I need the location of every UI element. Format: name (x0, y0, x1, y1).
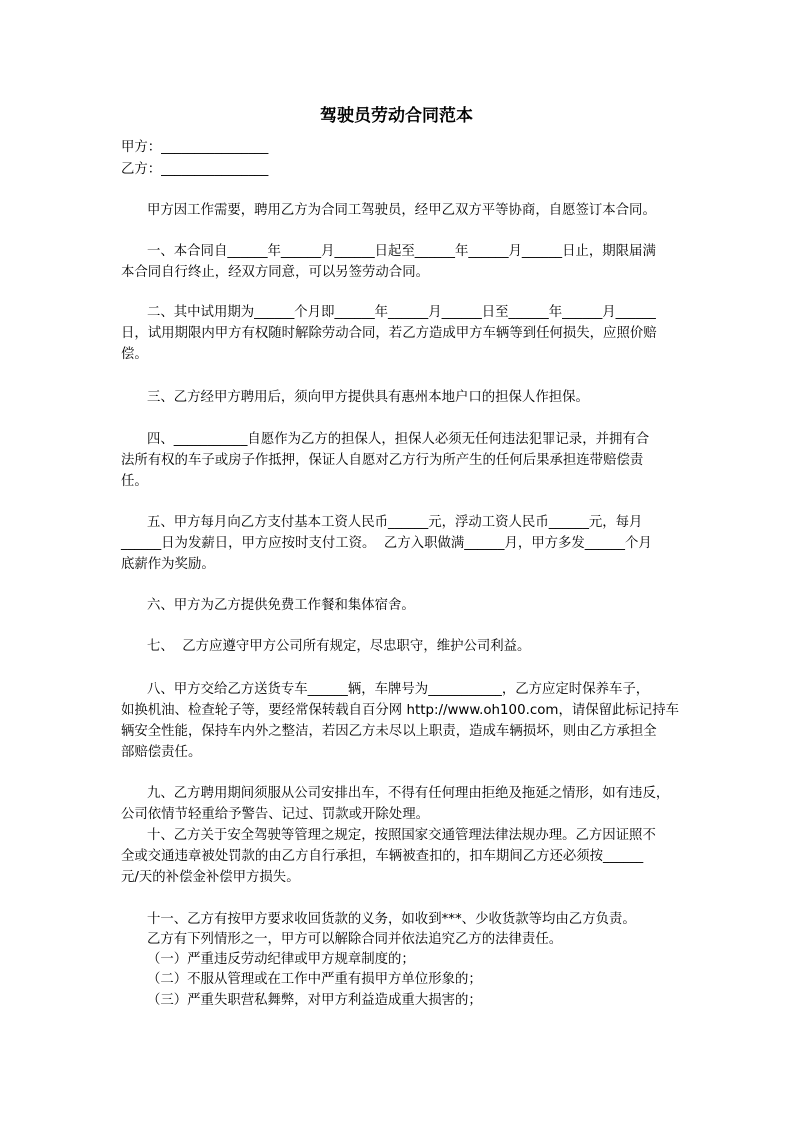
clause-5-line-1: 五、甲方每月向乙方支付基本工资人民币______元，浮动工资人民币______元，每月 (147, 515, 643, 530)
list-item-3: （三）严重失职营私舞弊，对甲方利益造成重大损害的； (147, 993, 482, 1008)
clause-3: 三、乙方经甲方聘用后，须向甲方提供具有惠州本地户口的担保人作担保。 (147, 390, 589, 405)
clause-1-line-2: 本合同自行终止，经双方同意，可以另签劳动合同。 (121, 265, 429, 280)
clause-9-line-2: 公司依情节轻重给予警告、记过、罚款或开除处理。 (121, 807, 429, 822)
clause-10-line-3: 元/天的补偿金补偿甲方损失。 (121, 870, 300, 885)
clause-8-line-4: 部赔偿责任。 (121, 745, 202, 760)
party-a-line: 甲方：________________ (121, 140, 269, 155)
clause-4-line-1: 四、___________自愿作为乙方的担保人，担保人必须无任何违法犯罪记录，并拥有合 (147, 432, 650, 447)
clause-4-line-3: 任。 (121, 474, 148, 489)
clause-5-line-3: 底薪作为奖励。 (121, 557, 215, 572)
clause-7: 七、 乙方应遵守甲方公司所有规定，尽忠职守，维护公司利益。 (147, 639, 531, 654)
clause-1-line-1: 一、本合同自______年______月______日起至______年______月______日止，期限届满 (147, 244, 656, 259)
clause-11-line-1: 十一、乙方有按甲方要求收回货款的义务，如收到***、少收货款等均由乙方负责。 (147, 912, 636, 927)
clause-4-line-2: 法所有权的车子或房子作抵押，保证人自愿对乙方行为所产生的任何后果承担连带赔偿责 (121, 453, 644, 468)
clause-8-line-2: 如换机油、检查轮子等，要经常保转载自百分网 http://www.oh100.com，请保留此标记持车 (121, 703, 679, 718)
clause-8-line-1: 八、甲方交给乙方送货专车______辆，车牌号为___________，乙方应定时保养车子， (147, 682, 650, 697)
list-item-1: （一）严重违反劳动纪律或甲方规章制度的； (147, 952, 415, 967)
clause-6: 六、甲方为乙方提供免费工作餐和集体宿舍。 (147, 598, 415, 613)
clause-10-line-1: 十、乙方关于安全驾驶等管理之规定，按照国家交通管理法律法规办理。乙方因证照不 (147, 828, 656, 843)
clause-11-line-2: 乙方有下列情形之一，甲方可以解除合同并依法追究乙方的法律责任。 (147, 932, 563, 947)
clause-2-line-1: 二、其中试用期为______个月即______年______月______日至______年______月______ (147, 305, 656, 320)
clause-8-line-3: 辆安全性能，保持车内外之整洁，若因乙方未尽以上职责，造成车辆损坏，则由乙方承担全 (121, 724, 657, 739)
clause-9-line-1: 九、乙方聘用期间须服从公司安排出车，不得有任何理由拒绝及拖延之情形，如有违反， (147, 786, 670, 801)
clause-5-line-2: ______日为发薪日，甲方应按时支付工资。 乙方入职做满______月，甲方多发______个月 (121, 536, 652, 551)
document-title: 驾驶员劳动合同范本 (320, 106, 473, 126)
clause-2-line-2: 日，试用期限内甲方有权随时解除劳动合同，若乙方造成甲方车辆等到任何损失，应照价赔 (121, 326, 657, 341)
list-item-2: （二）不服从管理或在工作中严重有损甲方单位形象的； (147, 972, 482, 987)
preamble: 甲方因工作需要，聘用乙方为合同工驾驶员，经甲乙双方平等协商，自愿签订本合同。 (147, 203, 656, 218)
clause-10-line-2: 全或交通违章被处罚款的由乙方自行承担，车辆被查扣的，扣车期间乙方还必须按______ (121, 849, 644, 864)
clause-2-line-3: 偿。 (121, 347, 148, 362)
party-b-line: 乙方：________________ (121, 162, 269, 177)
